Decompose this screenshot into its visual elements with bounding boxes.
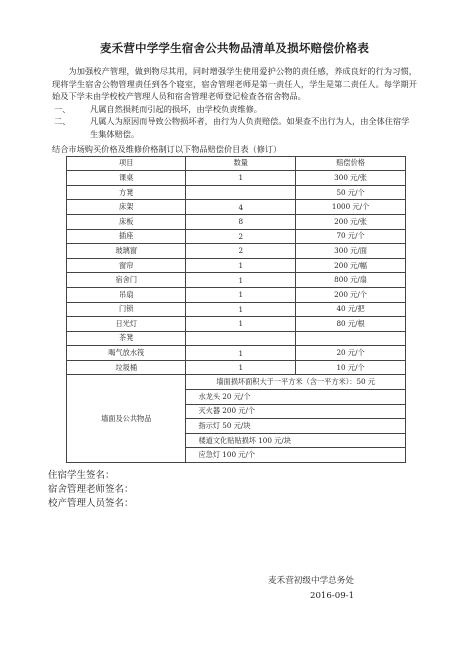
compensation-table bbox=[66, 156, 406, 463]
table-row bbox=[67, 331, 406, 346]
quantity-cell: 4 bbox=[186, 200, 296, 215]
table-row bbox=[67, 346, 406, 361]
signature-asset-manager: 校产管理人员签名： bbox=[48, 498, 134, 510]
public-item: 应急灯 100 元/个 bbox=[186, 448, 406, 463]
price-cell bbox=[296, 331, 406, 346]
document-title: 麦禾营中学学生宿舍公共物品清单及损坏赔偿价格表 bbox=[99, 41, 370, 55]
signature-dorm-teacher: 宿舍管理老师签名： bbox=[48, 484, 134, 496]
item-cell: 窗帘 bbox=[67, 258, 186, 273]
item-cell: 课桌 bbox=[67, 171, 186, 186]
footer-organization: 麦禾营初级中学总务处 bbox=[268, 576, 354, 586]
price-cell: 50 元/个 bbox=[296, 185, 406, 200]
price-cell: 80 元/根 bbox=[296, 317, 406, 332]
table-row bbox=[67, 287, 406, 302]
price-cell: 200 元/幅 bbox=[296, 258, 406, 273]
item-cell: 垃圾桶 bbox=[67, 360, 186, 375]
quantity-cell bbox=[186, 185, 296, 200]
item-cell: 玻璃窗 bbox=[67, 244, 186, 259]
table-row bbox=[67, 200, 406, 215]
table-row bbox=[67, 244, 406, 259]
clause-number: 二、 bbox=[54, 116, 71, 127]
table-row bbox=[67, 302, 406, 317]
clause-text: 凡属自然损耗而引起的损坏，由学校负责维修。 bbox=[90, 103, 262, 114]
clause-text: 凡属人为原因而导致公物损坏者，由行为人负责赔偿。如果查不出行为人，由全体住宿学生集体赔偿。 bbox=[90, 116, 410, 139]
quantity-cell: 1 bbox=[186, 346, 296, 361]
price-cell: 300 元/面 bbox=[296, 244, 406, 259]
quantity-cell: 1 bbox=[186, 302, 296, 317]
item-cell: 床架 bbox=[67, 200, 186, 215]
price-cell: 200 元/张 bbox=[296, 214, 406, 229]
clause-2 bbox=[52, 115, 417, 140]
quantity-cell: 1 bbox=[186, 360, 296, 375]
table-row bbox=[67, 171, 406, 186]
item-cell: 茶凳 bbox=[67, 331, 186, 346]
header-item: 项目 bbox=[67, 156, 186, 171]
price-cell: 800 元/扇 bbox=[296, 273, 406, 288]
quantity-cell: 1 bbox=[186, 171, 296, 186]
item-cell: 宿舍门 bbox=[67, 273, 186, 288]
signature-block bbox=[48, 469, 417, 511]
header-price: 赔偿价格 bbox=[296, 156, 406, 171]
table-row bbox=[67, 273, 406, 288]
document-footer bbox=[268, 574, 354, 604]
table-row bbox=[67, 258, 406, 273]
price-cell: 1000 元/个 bbox=[296, 200, 406, 215]
price-cell: 300 元/张 bbox=[296, 171, 406, 186]
quantity-cell: 2 bbox=[186, 229, 296, 244]
item-cell: 吊扇 bbox=[67, 287, 186, 302]
footer-date: 2016-09-1 bbox=[310, 591, 355, 601]
table-row bbox=[67, 185, 406, 200]
price-cell: 10 元/个 bbox=[296, 360, 406, 375]
public-item: 灭火器 200 元/个 bbox=[186, 404, 406, 419]
table-header-row bbox=[67, 156, 406, 171]
quantity-cell: 1 bbox=[186, 287, 296, 302]
item-cell: 床板 bbox=[67, 214, 186, 229]
intro-paragraph: 为加强校产管理，做到物尽其用，同时增强学生使用爱护公物的责任感，养成良好的行为习惯，现将学生宿舍公物管理责任到各个寝室，宿舍管理老师是第一责任人，学生是第二责任人。每学期开始及下学未由学校校产管理人员和宿舍管理老师登记检查各宿舍物品。 bbox=[52, 66, 417, 102]
item-cell: 插座 bbox=[67, 229, 186, 244]
price-cell: 40 元/把 bbox=[296, 302, 406, 317]
quantity-cell: 1 bbox=[186, 317, 296, 332]
table-body bbox=[67, 171, 406, 463]
table-row bbox=[67, 214, 406, 229]
public-items-label: 墙面及公共物品 bbox=[67, 375, 186, 463]
quantity-cell bbox=[186, 331, 296, 346]
item-cell: 日光灯 bbox=[67, 317, 186, 332]
quantity-cell: 1 bbox=[186, 258, 296, 273]
public-item: 墙面损坏面积大于一平方米（含一平方米）：50 元 bbox=[186, 375, 406, 390]
table-row bbox=[67, 317, 406, 332]
item-cell: 方凳 bbox=[67, 185, 186, 200]
item-cell: 喝气放水筏 bbox=[67, 346, 186, 361]
clause-number: 一、 bbox=[54, 103, 71, 114]
item-cell: 门锁 bbox=[67, 302, 186, 317]
price-cell: 70 元/个 bbox=[296, 229, 406, 244]
public-item: 水龙头 20 元/个 bbox=[186, 390, 406, 405]
table-caption: 结合市场购买价格及维修价格制订以下物品赔偿价目表（修订） bbox=[52, 143, 282, 154]
quantity-cell: 1 bbox=[186, 273, 296, 288]
table-row bbox=[67, 360, 406, 375]
public-item: 指示灯 50 元/块 bbox=[186, 419, 406, 434]
clause-1 bbox=[52, 103, 417, 116]
price-cell: 200 元/个 bbox=[296, 287, 406, 302]
public-item: 楼道文化贴贴损坏 100 元/块 bbox=[186, 433, 406, 448]
header-quantity: 数量 bbox=[186, 156, 296, 171]
price-cell: 20 元/个 bbox=[296, 346, 406, 361]
quantity-cell: 2 bbox=[186, 244, 296, 259]
table-row bbox=[67, 229, 406, 244]
quantity-cell: 8 bbox=[186, 214, 296, 229]
signature-student: 住宿学生签名： bbox=[48, 470, 115, 482]
table-row bbox=[67, 375, 406, 390]
